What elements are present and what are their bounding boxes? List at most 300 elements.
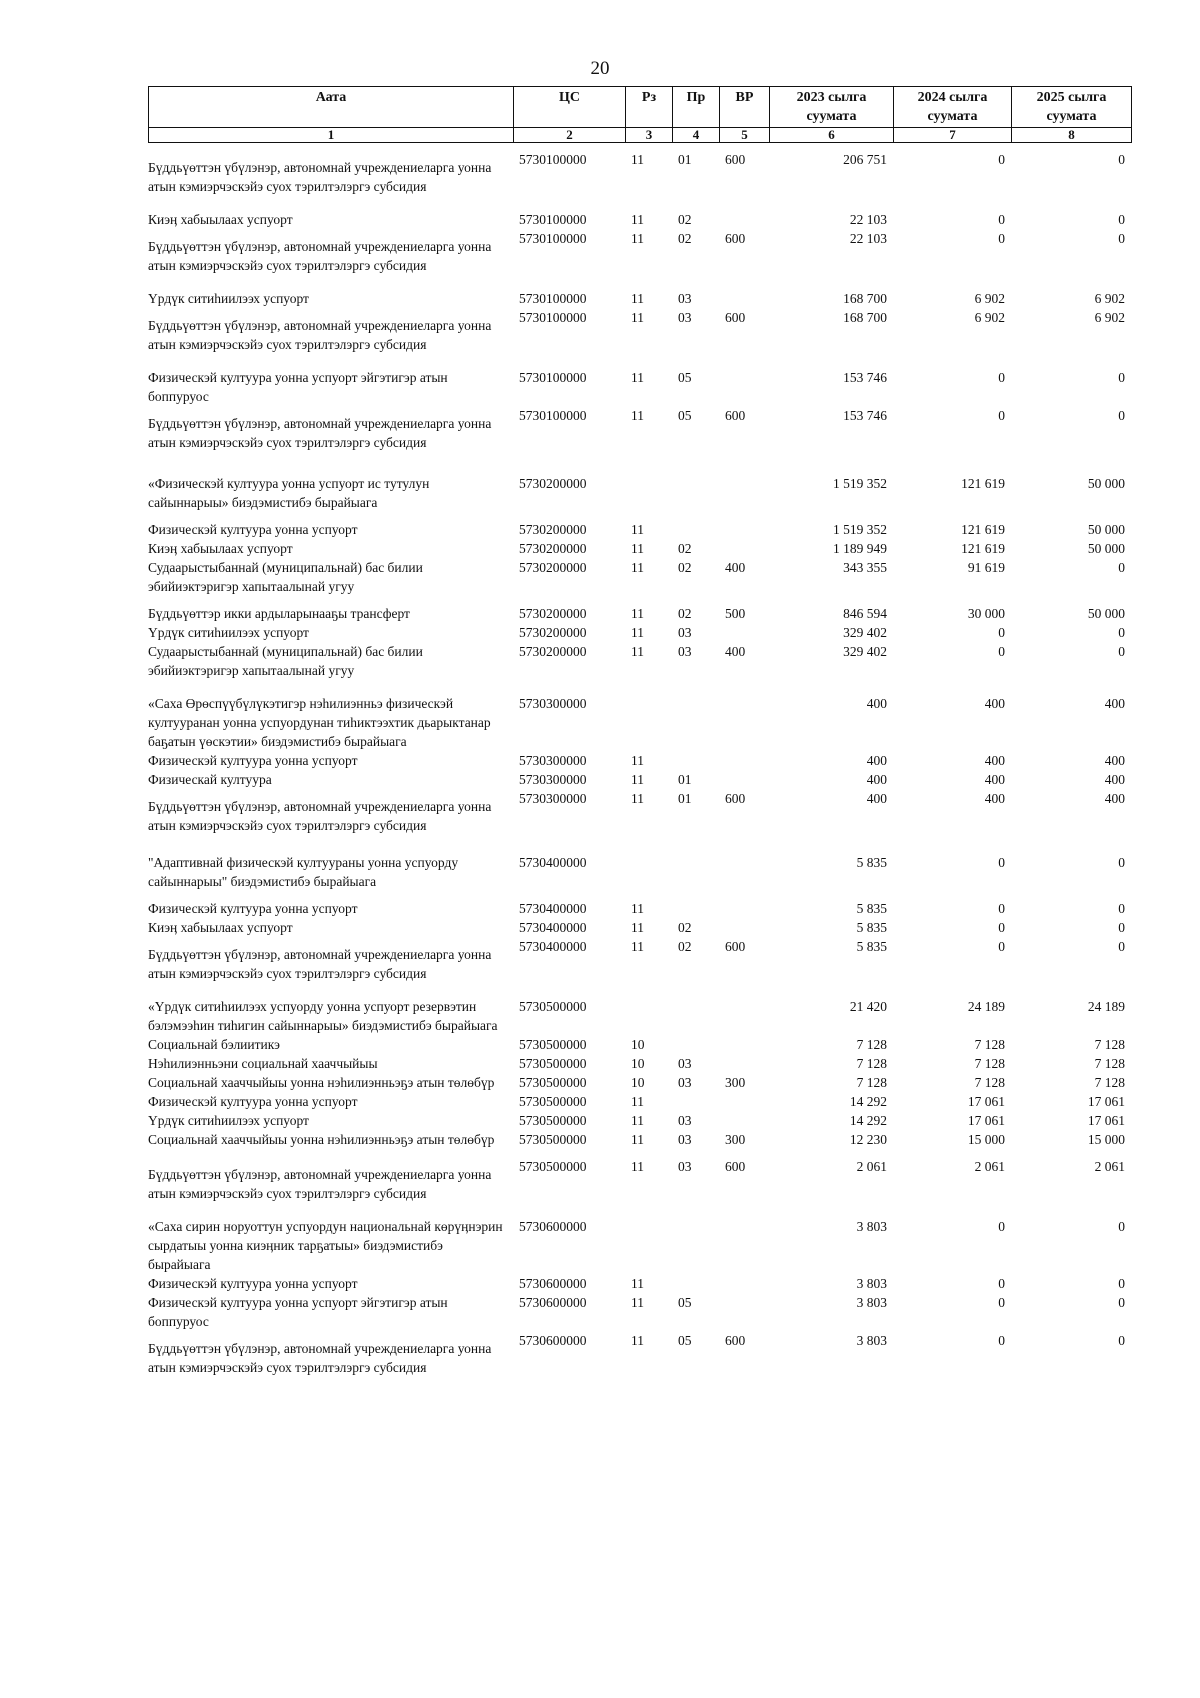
row-name: Бүддьүөттэн үбүлэнэр, автономнай учреждениеларга уонна атын кэмиэрчэскэйэ суох тэрилтэлэргэ субсидия [148,1167,492,1201]
row-pr [672,1035,719,1054]
row-2023: 7 128 [856,1037,887,1052]
row-vr: 600 [725,1159,746,1174]
row-2025: 0 [1118,1276,1125,1291]
row-pr: 02 [678,231,692,246]
row-2024: 15 000 [967,1132,1005,1147]
table-row [148,596,1131,623]
row-2024: 0 [998,855,1005,870]
header-pr: Пр [673,87,720,128]
row-2024: 400 [984,696,1005,711]
row-code: 5730500000 [519,1056,587,1071]
row-2025: 0 [1118,855,1125,870]
row-rz: 11 [631,1333,644,1348]
row-2025: 0 [1118,1295,1125,1310]
row-pr [672,835,719,891]
row-vr [719,452,769,512]
table-row [148,1149,1131,1203]
row-rz: 11 [631,522,644,537]
row-pr: 02 [678,920,692,935]
row-rz: 11 [631,606,644,621]
row-pr: 02 [678,939,692,954]
budget-rows [148,150,1131,1377]
row-2025: 7 128 [1094,1056,1125,1071]
table-row [148,558,1131,596]
row-code: 5730300000 [519,696,587,711]
row-vr: 600 [725,231,746,246]
row-vr [719,1111,769,1130]
table-row [148,891,1131,918]
row-vr [719,983,769,1035]
row-vr [719,539,769,558]
row-code: 5730200000 [519,560,587,575]
row-2025: 400 [1104,753,1125,768]
row-2024: 0 [998,625,1005,640]
row-rz: 11 [631,370,644,385]
row-2025: 6 902 [1094,310,1125,325]
row-vr [719,1054,769,1073]
row-name: Бүддьүөттэн үбүлэнэр, автономнай учреждениеларга уонна атын кэмиэрчэскэйэ суох тэрилтэлэргэ субсидия [148,1341,492,1375]
row-2023: 153 746 [843,408,887,423]
row-pr [672,983,719,1035]
row-name: Киэӊ хабыылаах успуорт [148,920,293,935]
table-row [148,623,1131,642]
row-code: 5730400000 [519,855,587,870]
row-rz: 11 [631,231,644,246]
row-name: «Саха Өрөспүүбүлүкэтигэр нэһилиэнньэ физическэй култууранан уонна успуордунан тиһиктээхтик дьарыктанар баҕатын үөскэтии» биэдэмистибэ бырайыага [148,696,491,749]
table-row [148,937,1131,983]
row-vr [719,751,769,770]
row-2023: 22 103 [849,212,887,227]
row-rz: 11 [631,1276,644,1291]
row-pr: 03 [678,1056,692,1071]
row-rz: 11 [631,152,644,167]
table-row [148,452,1131,512]
row-2025: 0 [1118,920,1125,935]
row-name: Үрдүк ситиһиилээх успуорт [148,625,309,640]
table-row [148,983,1131,1035]
table-row [148,1054,1131,1073]
row-name: Киэӊ хабыылаах успуорт [148,541,293,556]
row-vr [719,680,769,751]
row-rz: 11 [631,1132,644,1147]
row-name: Социальнай хааччыйыы уонна нэһилиэнньэҕэ атын төлөбүр [148,1075,495,1090]
header-cs: ЦС [514,87,626,128]
row-2023: 3 803 [856,1333,887,1348]
row-pr: 02 [678,606,692,621]
table-row [148,150,1131,196]
row-name: Социальнай хааччыйыы уонна нэһилиэнньэҕэ атын төлөбүр [148,1132,495,1147]
row-rz [625,835,672,891]
table-row [148,751,1131,770]
row-2025: 50 000 [1087,541,1125,556]
row-2023: 329 402 [843,625,887,640]
row-vr: 600 [725,408,746,423]
row-name: Физическэй култуура уонна успуорт [148,753,358,768]
row-2023: 22 103 [849,231,887,246]
budget-table [148,150,1131,1377]
row-code: 5730100000 [519,291,587,306]
row-2024: 0 [998,1276,1005,1291]
row-code: 5730200000 [519,476,587,491]
row-rz: 10 [631,1056,645,1071]
row-name: Физическэй култуура уонна успуорт [148,1276,358,1291]
row-rz: 10 [631,1037,645,1052]
row-2025: 0 [1118,644,1125,659]
row-2024: 0 [998,939,1005,954]
row-name: Бүддьүөттэн үбүлэнэр, автономнай учреждениеларга уонна атын кэмиэрчэскэйэ суох тэрилтэлэргэ субсидия [148,318,492,352]
row-2025: 0 [1118,625,1125,640]
row-pr: 03 [678,1075,692,1090]
row-name: «Физическэй култуура уонна успуорт ис тутулун сайыннарыы» биэдэмистибэ бырайыага [148,476,430,510]
row-2024: 6 902 [974,291,1005,306]
row-2023: 1 519 352 [833,476,887,491]
header-vr: ВР [720,87,770,128]
row-pr [672,1274,719,1293]
col-number: 6 [770,128,894,143]
row-2023: 343 355 [843,560,887,575]
row-2025: 6 902 [1094,291,1125,306]
row-2024: 0 [998,920,1005,935]
row-2024: 400 [984,753,1005,768]
row-code: 5730600000 [519,1295,587,1310]
row-code: 5730600000 [519,1219,587,1234]
row-rz: 11 [631,791,644,806]
row-rz [625,1203,672,1274]
row-2024: 0 [998,644,1005,659]
row-rz [625,452,672,512]
table-row [148,1274,1131,1293]
row-code: 5730100000 [519,310,587,325]
row-2023: 5 835 [856,920,887,935]
table-header [148,86,1132,143]
row-code: 5730300000 [519,772,587,787]
col-number: 2 [514,128,626,143]
row-2023: 5 835 [856,939,887,954]
row-vr: 400 [725,644,746,659]
header-2024: 2024 сылга суумата [894,87,1012,128]
row-2024: 6 902 [974,310,1005,325]
header-2023: 2023 сылга суумата [770,87,894,128]
table-row [148,789,1131,835]
row-2023: 3 803 [856,1276,887,1291]
row-rz: 11 [631,901,644,916]
col-number: 5 [720,128,770,143]
row-2025: 0 [1118,152,1125,167]
row-2025: 400 [1104,772,1125,787]
row-pr: 05 [678,1333,692,1348]
row-code: 5730100000 [519,212,587,227]
row-2024: 0 [998,1333,1005,1348]
table-row [148,1203,1131,1274]
row-2025: 17 061 [1087,1113,1125,1128]
row-2024: 17 061 [967,1113,1005,1128]
row-code: 5730600000 [519,1333,587,1348]
header-name: Аата [149,87,514,128]
row-vr: 600 [725,791,746,806]
row-rz: 11 [631,644,644,659]
row-rz [625,680,672,751]
row-rz: 11 [631,1295,644,1310]
row-rz: 11 [631,1094,644,1109]
row-2023: 21 420 [849,999,887,1014]
row-vr [719,1293,769,1331]
row-2023: 1 189 949 [833,541,887,556]
table-row [148,1092,1131,1111]
table-row [148,229,1131,275]
row-rz: 11 [631,772,644,787]
row-name: Физическэй култуура уонна успуорт эйгэтигэр атын боппуруос [148,1295,448,1329]
row-name: Судаарыстыбаннай (муниципальнай) бас билии эбийиэктэригэр хапытаалынай угуу [148,644,423,678]
row-pr: 01 [678,152,692,167]
row-pr: 03 [678,291,692,306]
row-2023: 14 292 [849,1113,887,1128]
row-pr [672,1092,719,1111]
row-name: Физическэй култуура уонна успуорт [148,522,358,537]
row-2025: 0 [1118,560,1125,575]
row-pr [672,452,719,512]
row-pr: 01 [678,791,692,806]
row-2025: 7 128 [1094,1037,1125,1052]
row-2024: 7 128 [974,1075,1005,1090]
row-rz: 11 [631,1159,644,1174]
row-code: 5730100000 [519,231,587,246]
row-code: 5730100000 [519,152,587,167]
row-vr [719,275,769,308]
row-2023: 168 700 [843,310,887,325]
row-name: Үрдүк ситиһиилээх успуорт [148,1113,309,1128]
row-2024: 0 [998,1219,1005,1234]
row-pr: 01 [678,772,692,787]
table-row [148,1293,1131,1331]
table-row [148,680,1131,751]
row-2023: 400 [866,696,887,711]
row-vr [719,1203,769,1274]
row-rz [625,983,672,1035]
row-pr: 05 [678,370,692,385]
row-code: 5730500000 [519,1159,587,1174]
row-code: 5730200000 [519,606,587,621]
row-rz: 11 [631,408,644,423]
row-code: 5730200000 [519,644,587,659]
row-vr: 400 [725,560,746,575]
row-vr [719,835,769,891]
row-vr: 300 [725,1075,746,1090]
row-vr: 600 [725,939,746,954]
row-name: "Адаптивнай физическэй култуураны уонна успуорду сайыннарыы" биэдэмистибэ бырайыага [148,855,459,889]
row-2024: 0 [998,408,1005,423]
row-2023: 3 803 [856,1219,887,1234]
row-2025: 50 000 [1087,522,1125,537]
row-name: Физическэй култуура уонна успуорт [148,1094,358,1109]
col-number: 3 [626,128,673,143]
row-2024: 400 [984,791,1005,806]
row-2023: 5 835 [856,901,887,916]
table-row [148,1035,1131,1054]
table-row [148,275,1131,308]
row-code: 5730200000 [519,625,587,640]
row-name: Физическэй култуура уонна успуорт [148,901,358,916]
row-code: 5730200000 [519,541,587,556]
row-2023: 3 803 [856,1295,887,1310]
row-2023: 2 061 [856,1159,887,1174]
row-code: 5730400000 [519,920,587,935]
table-row [148,770,1131,789]
row-vr [719,623,769,642]
row-vr: 600 [725,310,746,325]
row-name: Киэӊ хабыылаах успуорт [148,212,293,227]
row-2024: 24 189 [967,999,1005,1014]
table-row [148,642,1131,680]
table-row [148,406,1131,452]
col-number: 1 [149,128,514,143]
row-pr: 02 [678,212,692,227]
row-2025: 17 061 [1087,1094,1125,1109]
row-rz: 11 [631,939,644,954]
row-2023: 400 [866,772,887,787]
row-2023: 153 746 [843,370,887,385]
row-name: «Үрдүк ситиһиилээх успуорду уонна успуорт резервэтин бэлэмээһин тиһигин сайыннарыы» биэдэмистибэ бырайыага [148,999,498,1033]
row-2024: 121 619 [961,541,1005,556]
row-2025: 0 [1118,212,1125,227]
row-2023: 7 128 [856,1056,887,1071]
row-code: 5730300000 [519,753,587,768]
row-pr: 02 [678,560,692,575]
col-number: 4 [673,128,720,143]
row-code: 5730400000 [519,939,587,954]
row-2024: 0 [998,1295,1005,1310]
header-rz: Рз [626,87,673,128]
row-name: Бүддьүөттэн үбүлэнэр, автономнай учреждениеларга уонна атын кэмиэрчэскэйэ суох тэрилтэлэргэ субсидия [148,416,492,450]
table-row [148,308,1131,354]
row-name: Бүддьүөттэн үбүлэнэр, автономнай учреждениеларга уонна атын кэмиэрчэскэйэ суох тэрилтэлэргэ субсидия [148,799,492,833]
row-name: Физическай култуура [148,772,272,787]
row-2023: 400 [866,791,887,806]
row-pr [672,751,719,770]
row-pr: 03 [678,644,692,659]
row-vr [719,354,769,406]
row-pr: 03 [678,1159,692,1174]
row-vr [719,512,769,539]
row-2023: 846 594 [843,606,887,621]
row-code: 5730400000 [519,901,587,916]
row-name: Судаарыстыбаннай (муниципальнай) бас билии эбийиэктэригэр хапытаалынай угуу [148,560,423,594]
row-code: 5730600000 [519,1276,587,1291]
row-code: 5730500000 [519,1094,587,1109]
row-pr [672,680,719,751]
row-2023: 400 [866,753,887,768]
row-code: 5730500000 [519,1113,587,1128]
page-number: 20 [590,58,610,79]
row-2025: 50 000 [1087,606,1125,621]
row-2024: 17 061 [967,1094,1005,1109]
row-2023: 12 230 [849,1132,887,1147]
row-code: 5730500000 [519,1075,587,1090]
table-row [148,196,1131,229]
row-2023: 14 292 [849,1094,887,1109]
row-2025: 400 [1104,696,1125,711]
row-2024: 0 [998,152,1005,167]
row-2024: 400 [984,772,1005,787]
row-vr [719,1092,769,1111]
row-vr [719,891,769,918]
row-rz: 11 [631,310,644,325]
row-name: Физическэй култуура уонна успуорт эйгэтигэр атын боппуруос [148,370,448,404]
row-rz: 11 [631,560,644,575]
row-2024: 121 619 [961,522,1005,537]
row-2025: 2 061 [1094,1159,1125,1174]
row-code: 5730500000 [519,1132,587,1147]
row-2025: 400 [1104,791,1125,806]
row-2024: 0 [998,212,1005,227]
row-2025: 15 000 [1087,1132,1125,1147]
row-2024: 91 619 [967,560,1005,575]
row-2024: 7 128 [974,1037,1005,1052]
row-name: Бүддьүөттэр икки ардыларынааҕы трансферт [148,606,410,621]
row-name: Бүддьүөттэн үбүлэнэр, автономнай учреждениеларга уонна атын кэмиэрчэскэйэ суох тэрилтэлэргэ субсидия [148,947,492,981]
header-number-row [149,128,1132,143]
row-2025: 0 [1118,1333,1125,1348]
table-row [148,918,1131,937]
row-2023: 206 751 [843,152,887,167]
row-name: Үрдүк ситиһиилээх успуорт [148,291,309,306]
row-2025: 0 [1118,408,1125,423]
row-rz: 11 [631,291,644,306]
header-row [149,87,1132,128]
row-2023: 168 700 [843,291,887,306]
row-2023: 329 402 [843,644,887,659]
row-pr: 03 [678,625,692,640]
row-name: Бүддьүөттэн үбүлэнэр, автономнай учреждениеларга уонна атын кэмиэрчэскэйэ суох тэрилтэлэргэ субсидия [148,160,492,194]
row-pr: 05 [678,1295,692,1310]
row-pr: 05 [678,408,692,423]
row-name: Бүддьүөттэн үбүлэнэр, автономнай учреждениеларга уонна атын кэмиэрчэскэйэ суох тэрилтэлэргэ субсидия [148,239,492,273]
row-vr [719,918,769,937]
row-code: 5730100000 [519,370,587,385]
col-number: 7 [894,128,1012,143]
row-pr: 02 [678,541,692,556]
row-2025: 0 [1118,939,1125,954]
row-vr: 600 [725,1333,746,1348]
table-row [148,1111,1131,1130]
row-rz: 11 [631,920,644,935]
col-number: 8 [1012,128,1132,143]
row-code: 5730300000 [519,791,587,806]
row-2023: 1 519 352 [833,522,887,537]
row-2025: 0 [1118,370,1125,385]
row-vr [719,196,769,229]
row-code: 5730500000 [519,1037,587,1052]
row-2025: 24 189 [1087,999,1125,1014]
row-pr: 03 [678,1113,692,1128]
row-pr: 03 [678,1132,692,1147]
row-vr: 600 [725,152,746,167]
table-row [148,1130,1131,1149]
row-2025: 50 000 [1087,476,1125,491]
row-pr [672,891,719,918]
table-row [148,1331,1131,1377]
row-2024: 0 [998,901,1005,916]
row-pr [672,512,719,539]
row-rz: 11 [631,753,644,768]
row-rz: 11 [631,625,644,640]
row-name: Нэһилиэнньэни социальнай хааччыйыы [148,1056,378,1071]
table-row [148,512,1131,539]
row-rz: 11 [631,1113,644,1128]
row-2025: 0 [1118,901,1125,916]
row-2025: 7 128 [1094,1075,1125,1090]
row-code: 5730100000 [519,408,587,423]
row-2024: 7 128 [974,1056,1005,1071]
